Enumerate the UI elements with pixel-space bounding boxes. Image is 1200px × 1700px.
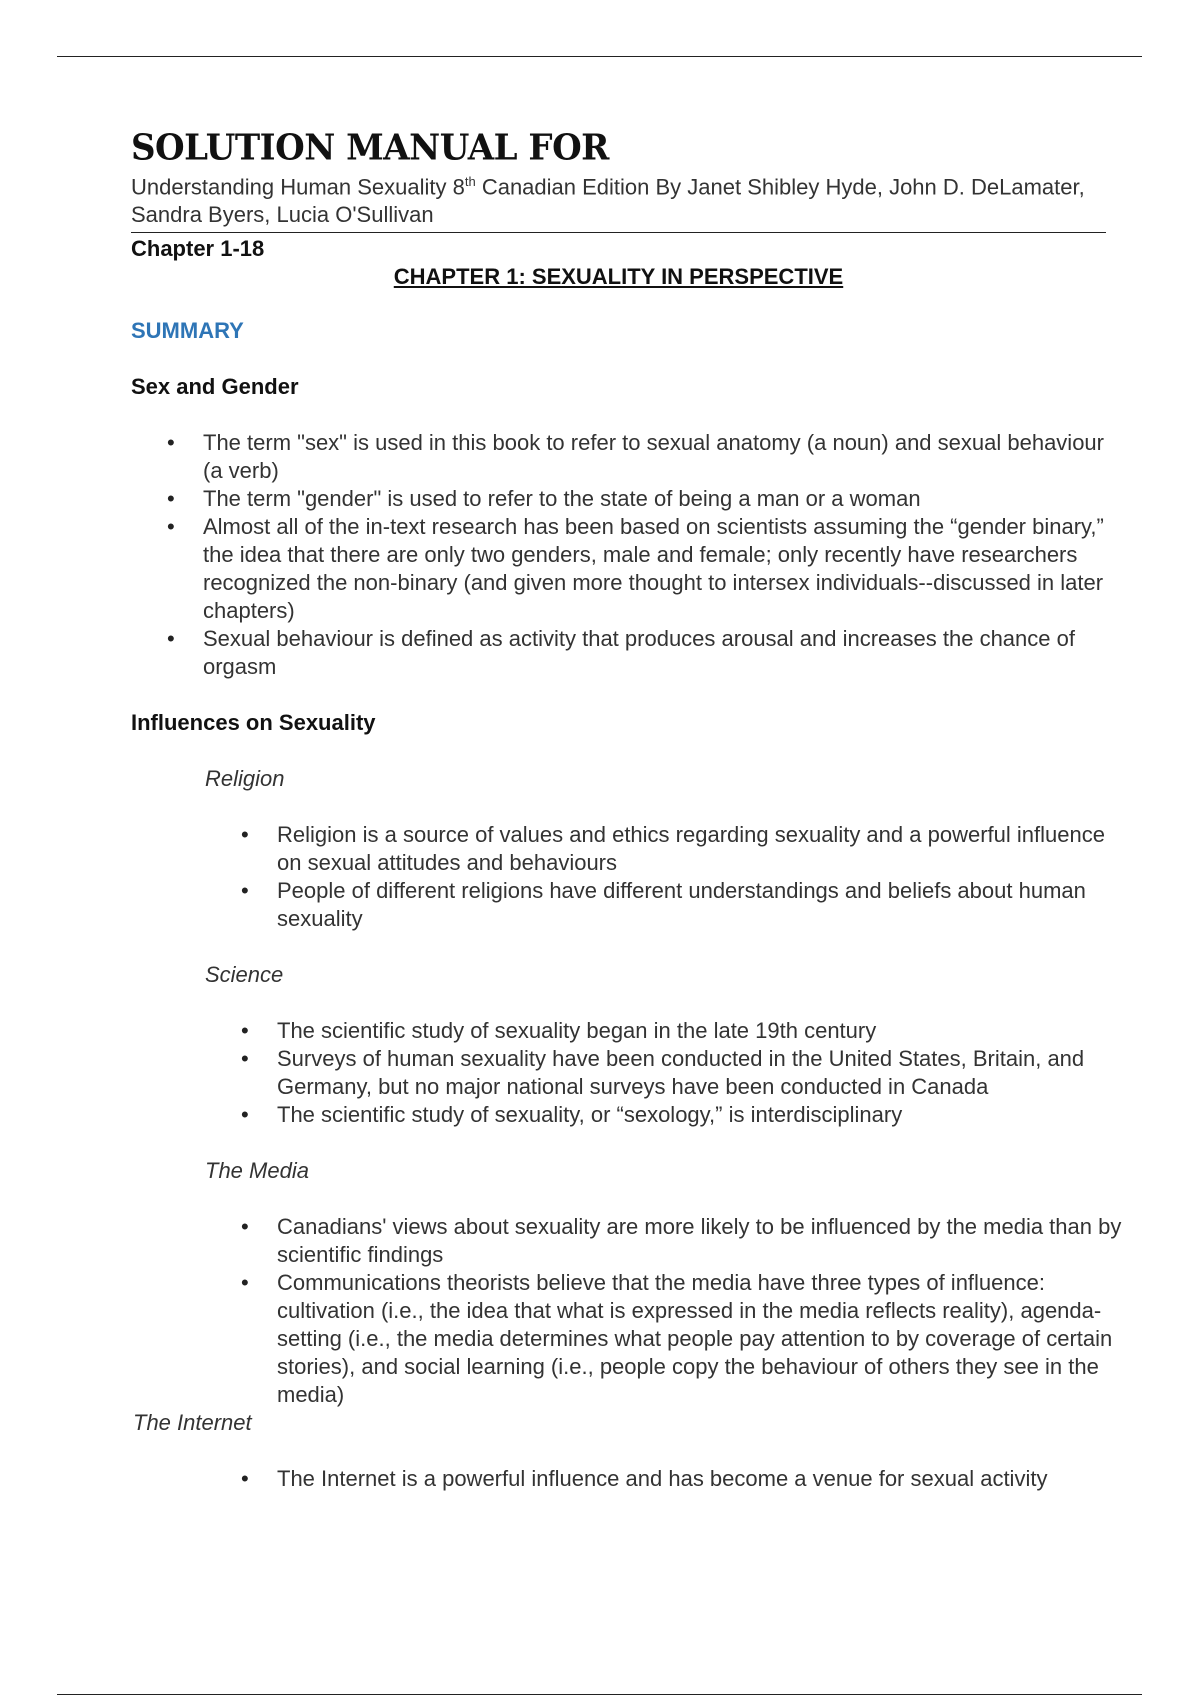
subtitle-suffix: Canadian Edition By Janet Shibley Hyde, John D. DeLamater, Sandra Byers, Lucia O'Sullivan	[131, 174, 1085, 228]
internet-list	[277, 1465, 1127, 1493]
section-heading-sex-and-gender: Sex and Gender	[131, 374, 299, 400]
religion-list	[277, 821, 1127, 933]
chapter-title: CHAPTER 1: SEXUALITY IN PERSPECTIVE	[393, 264, 844, 290]
list-item: • The term "sex" is used in this book to refer to sexual anatomy (a noun) and sexual behaviour (a verb)	[203, 429, 1108, 485]
list-item: • Communications theorists believe that the media have three types of influence: cultivation (i.e., the idea that what is expressed in the media reflects reality), agenda-setting (i.e., the media determines what people pay attention to by coverage of certain stories), and social learning (i.e., people copy the behaviour of others they see in the media)	[277, 1269, 1127, 1409]
subheading-media: The Media	[205, 1158, 309, 1184]
science-list	[277, 1017, 1127, 1129]
list-item: • The Internet is a powerful influence and has become a venue for sexual activity	[277, 1465, 1127, 1493]
list-item: • Surveys of human sexuality have been conducted in the United States, Britain, and Germany, but no major national surveys have been conducted in Canada	[277, 1045, 1127, 1101]
subheading-internet: The Internet	[133, 1410, 252, 1436]
list-item: • Sexual behaviour is defined as activity that produces arousal and increases the chance of orgasm	[203, 625, 1108, 681]
section-heading-influences: Influences on Sexuality	[131, 710, 376, 736]
chapter-range: Chapter 1-18	[131, 236, 265, 262]
document-page	[131, 127, 1122, 1493]
media-list	[277, 1213, 1127, 1409]
document-title: SOLUTION MANUAL FOR	[131, 127, 609, 169]
document-subtitle	[131, 168, 1106, 229]
list-item: • Almost all of the in-text research has been based on scientists assuming the “gender binary,” the idea that there are only two genders, male and female; only recently have researchers recognized the non-binary (and given more thought to intersex individuals--discussed in later chapters)	[203, 513, 1108, 625]
title-divider	[131, 232, 1106, 233]
list-item: • Canadians' views about sexuality are more likely to be influenced by the media than by scientific findings	[277, 1213, 1127, 1269]
bottom-rule	[57, 1694, 1142, 1695]
list-item: • People of different religions have different understandings and beliefs about human sexuality	[277, 877, 1127, 933]
list-item: • The scientific study of sexuality, or “sexology,” is interdisciplinary	[277, 1101, 1127, 1129]
list-item: • Religion is a source of values and ethics regarding sexuality and a powerful influence on sexual attitudes and behaviours	[277, 821, 1127, 877]
summary-heading: SUMMARY	[131, 318, 244, 344]
sex-and-gender-list	[203, 429, 1108, 681]
list-item: • The term "gender" is used to refer to the state of being a man or a woman	[203, 485, 1108, 513]
subheading-religion: Religion	[205, 766, 285, 792]
subtitle-superscript: th	[464, 174, 476, 189]
top-rule	[57, 56, 1142, 57]
subheading-science: Science	[205, 962, 284, 988]
list-item: • The scientific study of sexuality began in the late 19th century	[277, 1017, 1127, 1045]
subtitle-prefix: Understanding Human Sexuality 8	[131, 174, 465, 200]
